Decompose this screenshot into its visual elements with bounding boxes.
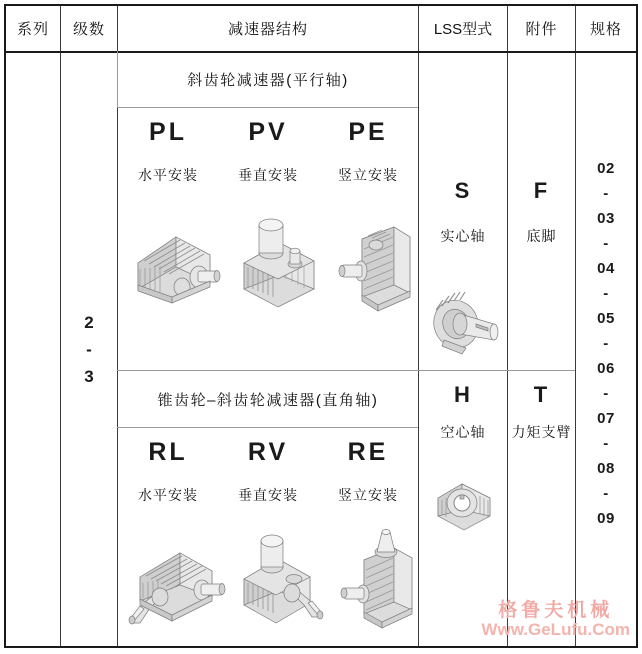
variant-caption-re: 竖立安装 <box>338 487 398 503</box>
size-separator: - <box>603 385 609 402</box>
group2-title-rule <box>117 427 418 428</box>
size-value-cell <box>576 156 636 566</box>
size-value: 04 <box>597 260 615 277</box>
watermark-url: Www.GeLufu.Com <box>481 620 630 639</box>
accessory-code-f: F <box>533 178 550 203</box>
size-separator: - <box>603 185 609 202</box>
variant-caption-re-cell <box>318 483 418 507</box>
header-size <box>576 6 636 51</box>
stages-line-2: 3 <box>84 366 94 386</box>
accessory-code-t: T <box>533 382 550 407</box>
size-value: 07 <box>597 410 615 427</box>
size-separator: - <box>603 435 609 452</box>
size-value: 09 <box>597 510 615 527</box>
size-value: 08 <box>597 460 615 477</box>
variant-caption-rl-cell <box>118 483 218 507</box>
variant-code-rv: RV <box>247 437 289 466</box>
lss-accessory-split-rule <box>418 370 575 371</box>
variant-caption-pl-cell <box>118 163 218 187</box>
variant-code-rv-cell <box>218 434 318 470</box>
variant-code-re-cell <box>318 434 418 470</box>
header-structure <box>118 6 418 51</box>
lss-code-h-cell <box>419 378 507 412</box>
accessory-caption-t: 力矩支臂 <box>511 424 572 440</box>
variant-code-rl-cell <box>118 434 218 470</box>
size-separator: - <box>603 285 609 302</box>
variant-caption-pv: 垂直安装 <box>238 167 298 183</box>
header-stages <box>61 6 117 51</box>
accessory-caption-f-cell <box>508 224 575 248</box>
group1-title-cell <box>118 52 418 107</box>
header-stages-label: 级数 <box>72 21 105 38</box>
bevel-gearbox-vertical-icon <box>226 527 331 631</box>
lss-caption-s-cell <box>419 224 507 248</box>
lss-caption-s: 实心轴 <box>440 228 486 244</box>
lss-caption-h: 空心轴 <box>440 424 486 440</box>
stages-separator: - <box>86 339 92 359</box>
specification-table <box>4 4 638 648</box>
stages-value-cell <box>61 52 117 646</box>
variant-caption-rv: 垂直安装 <box>238 487 298 503</box>
size-separator: - <box>603 235 609 252</box>
series-value-cell <box>6 52 60 646</box>
bevel-gearbox-horizontal-icon <box>118 531 228 631</box>
size-value: 05 <box>597 310 615 327</box>
stages-line-1: 2 <box>84 312 94 332</box>
variant-caption-rl: 水平安装 <box>138 487 198 503</box>
header-series <box>6 6 60 51</box>
variant-code-rl: RL <box>148 437 188 466</box>
header-structure-label: 减速器结构 <box>227 21 308 38</box>
variant-caption-pe-cell <box>318 163 418 187</box>
gearbox-upright-icon <box>336 209 426 313</box>
column-divider-structure <box>418 6 419 646</box>
group1-title: 斜齿轮减速器(平行轴) <box>187 72 349 89</box>
solid-shaft-icon <box>426 284 502 356</box>
size-separator: - <box>603 485 609 502</box>
group2-title: 锥齿轮–斜齿轮减速器(直角轴) <box>157 392 379 409</box>
size-separator: - <box>603 335 609 352</box>
accessory-code-t-cell <box>508 378 575 412</box>
gearbox-horizontal-icon <box>124 211 224 311</box>
lss-code-h: H <box>454 382 472 407</box>
watermark-chinese: 格鲁夫机械 <box>498 600 614 621</box>
header-accessories <box>508 6 575 51</box>
stages-value-stack <box>84 309 93 390</box>
size-value: 02 <box>597 160 615 177</box>
header-series-label: 系列 <box>16 21 49 38</box>
variant-code-pv-cell <box>218 114 318 150</box>
accessory-caption-t-cell <box>508 420 575 444</box>
gearbox-vertical-icon <box>228 211 328 311</box>
variant-caption-pv-cell <box>218 163 318 187</box>
variant-caption-pl: 水平安装 <box>138 167 198 183</box>
variant-code-pl: PL <box>149 117 187 146</box>
bevel-gearbox-upright-icon <box>336 524 428 630</box>
hollow-shaft-icon <box>428 472 500 538</box>
group2-title-cell <box>118 372 418 427</box>
variant-caption-pe: 竖立安装 <box>338 167 398 183</box>
group-separator-rule <box>117 370 418 371</box>
variant-code-pl-cell <box>118 114 218 150</box>
variant-code-pe-cell <box>318 114 418 150</box>
accessory-caption-f: 底脚 <box>526 228 557 244</box>
variant-caption-rv-cell <box>218 483 318 507</box>
header-size-label: 规格 <box>589 21 622 38</box>
group1-title-rule <box>117 107 418 108</box>
variant-code-pv: PV <box>248 117 288 146</box>
watermark <box>481 601 630 638</box>
lss-caption-h-cell <box>419 420 507 444</box>
header-accessories-label: 附件 <box>525 21 558 38</box>
variant-code-pe: PE <box>348 117 388 146</box>
size-value-stack <box>597 156 615 531</box>
header-lss-type <box>419 6 507 51</box>
header-lss-type-label: LSS型式 <box>433 21 493 38</box>
lss-code-s: S <box>454 178 472 203</box>
column-divider-lss <box>507 6 508 646</box>
lss-code-s-cell <box>419 174 507 208</box>
variant-code-re: RE <box>347 437 389 466</box>
size-value: 03 <box>597 210 615 227</box>
accessory-code-f-cell <box>508 174 575 208</box>
size-value: 06 <box>597 360 615 377</box>
